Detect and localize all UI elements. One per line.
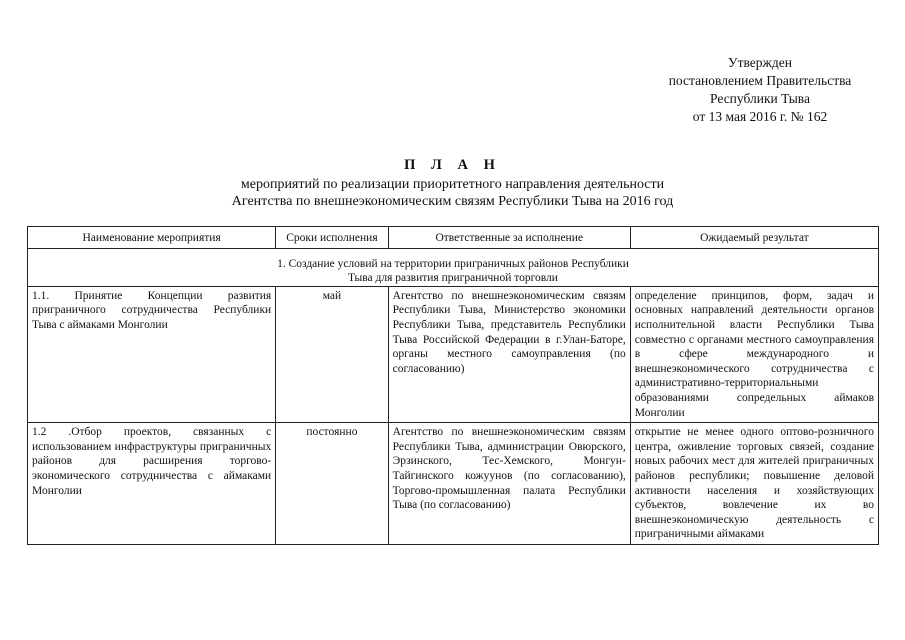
section-title-text: 1. Создание условий на территории приграничных районов Республики Тыва для развития приграничной торговли bbox=[277, 257, 629, 285]
header-result: Ожидаемый результат bbox=[630, 227, 878, 249]
document-subtitle-line2: Агентства по внешнеэкономическим связям Республики Тыва на 2016 год bbox=[231, 194, 674, 209]
row-2-name: 1.2 .Отбор проектов, связанных с использованием инфраструктуры приграничных районов для расширения торгово-экономического сотрудничества с аймаками Монголии bbox=[28, 423, 276, 545]
header-responsible: Ответственные за исполнение bbox=[388, 227, 630, 249]
document-title: П Л А Н bbox=[404, 157, 501, 173]
row-1-responsible: Агентство по внешнеэкономическим связям Республики Тыва, Министерство экономики Республики Тыва, представитель Республики Тыва Российской Федерации в г.Улан-Баторе, органы местного самоуправления (по согласованию) bbox=[388, 286, 630, 422]
document-subtitle-line1: мероприятий по реализации приоритетного направления деятельности bbox=[240, 177, 665, 192]
plan-table bbox=[27, 226, 879, 545]
row-2-responsible: Агентство по внешнеэкономическим связям Республики Тыва, администрации Овюрского, Эрзинского, Тес-Хемского, Монгун-Тайгинского кожуунов (по согласованию), Торгово-промышленная палата Республики Тыва (по согласованию) bbox=[388, 423, 630, 545]
table-row bbox=[28, 423, 879, 545]
table-row bbox=[28, 286, 879, 422]
document-subtitle bbox=[0, 176, 905, 210]
section-row bbox=[28, 248, 879, 286]
row-1-name: 1.1. Принятие Концепции развития приграничного сотрудничества Республики Тыва с аймаками Монголии bbox=[28, 286, 276, 422]
section-title bbox=[28, 248, 879, 286]
approval-line-republic: Республики Тыва bbox=[710, 91, 810, 106]
row-1-deadline: май bbox=[276, 286, 388, 422]
table-header-row bbox=[28, 227, 879, 249]
header-deadline: Сроки исполнения bbox=[276, 227, 388, 249]
approval-line-date: от 13 мая 2016 г. № 162 bbox=[692, 109, 828, 124]
approval-stamp bbox=[640, 54, 880, 126]
row-2-result: открытие не менее одного оптово-розничного центра, оживление торговых связей, создание новых рабочих мест для жителей приграничных районов республики; повышение деловой активности населения и хозяйствующих субъектов, вовлечение их во внешнеэкономическую деятельность с приграничными аймаками bbox=[630, 423, 878, 545]
row-1-result: определение принципов, форм, задач и основных направлений деятельности органов исполнительной власти Республики Тыва совместно с органами местного самоуправления в сфере международного и внешнеэкономического сотрудничества с административно-территориальными образованиями сопредельных аймаков Монголии bbox=[630, 286, 878, 422]
header-name: Наименование мероприятия bbox=[28, 227, 276, 249]
row-2-deadline: постоянно bbox=[276, 423, 388, 545]
approval-line-resolution: постановлением Правительства bbox=[668, 73, 852, 88]
approval-line-approved: Утвержден bbox=[728, 55, 792, 70]
